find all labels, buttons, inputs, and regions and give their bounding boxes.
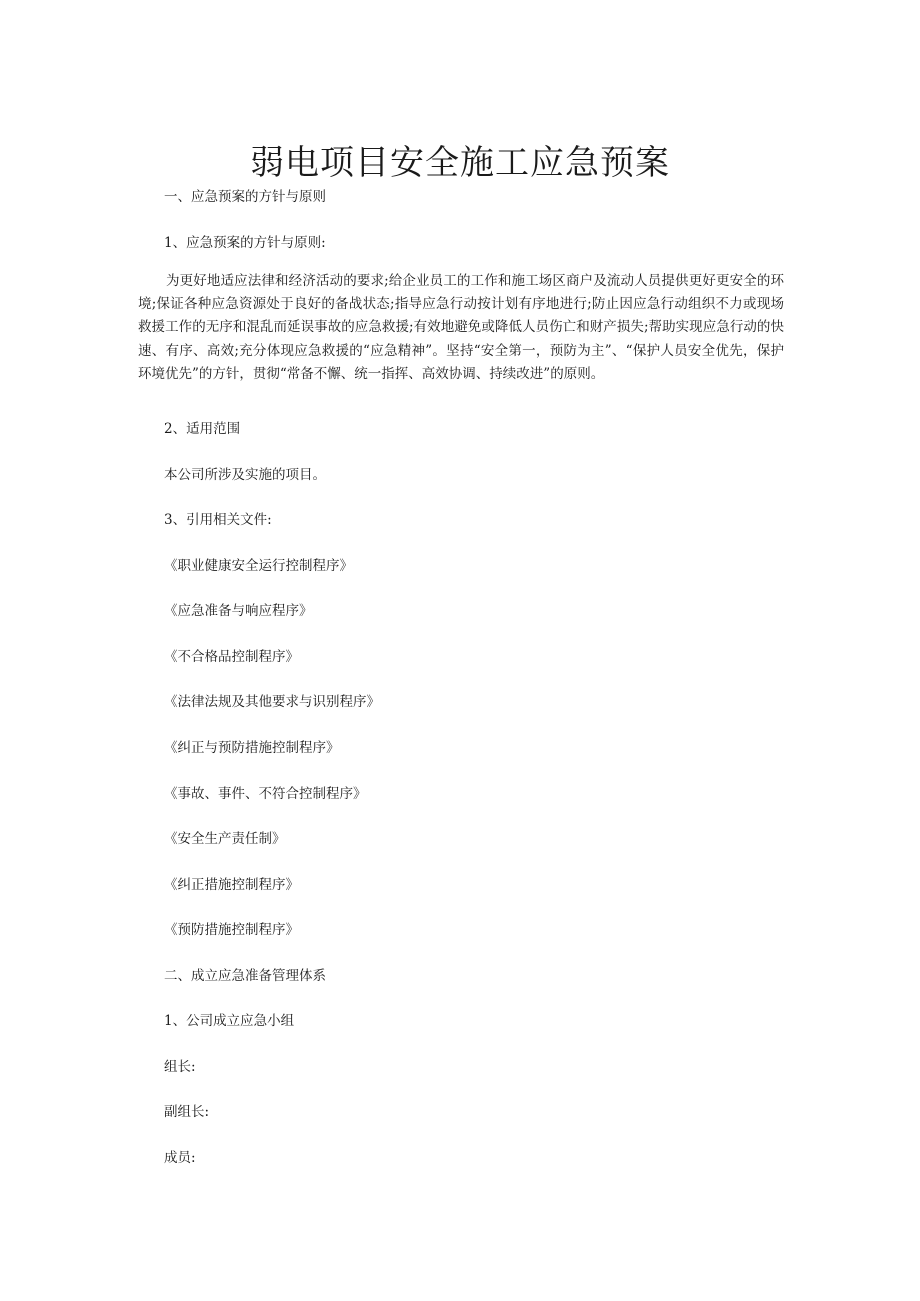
section2-heading: 二、成立应急准备管理体系	[164, 968, 326, 984]
document-ref-item: 《纠正与预防措施控制程序》	[164, 740, 340, 756]
document-ref-item: 《安全生产责任制》	[164, 831, 286, 847]
document-ref-item: 《预防措施控制程序》	[164, 922, 299, 938]
document-ref-item: 《职业健康安全运行控制程序》	[164, 558, 353, 574]
members-label: 成员:	[164, 1150, 196, 1166]
subsection-1-2-body: 本公司所涉及实施的项目。	[164, 467, 326, 483]
subsection-1-3-heading: 3、引用相关文件:	[164, 512, 272, 528]
leader-label: 组长:	[164, 1059, 196, 1075]
document-ref-item: 《法律法规及其他要求与识别程序》	[164, 694, 380, 710]
document-ref-item: 《纠正措施控制程序》	[164, 877, 299, 893]
document-ref-item: 《事故、事件、不符合控制程序》	[164, 786, 367, 802]
section1-heading: 一、应急预案的方针与原则	[164, 189, 326, 205]
document-title: 弱电项目安全施工应急预案	[250, 142, 670, 183]
document-ref-item: 《应急准备与响应程序》	[164, 603, 313, 619]
subsection-1-2-heading: 2、适用范围	[164, 421, 241, 437]
subsection-1-1-heading: 1、应急预案的方针与原则:	[164, 235, 326, 251]
subsection-2-1-heading: 1、公司成立应急小组	[164, 1013, 295, 1029]
subsection-1-1-paragraph: 为更好地适应法律和经济活动的要求;给企业员工的工作和施工场区商户及流动人员提供更好更安全的环境;保证各种应急资源处于良好的备战状态;指导应急行动按计划有序地进行;防止因应急行动组织不力或现场救援工作的无序和混乱而延误事故的应急救援;有效地避免或降低人员伤亡和财产损失;帮助实现应急行动的快速、有序、高效;充分体现应急救援的“应急精神”。坚持“安全第一，预防为主”、“保护人员安全优先，保护环境优先”的方针，贯彻“常备不懈、统一指挥、高效协调、持续改进”的原则。	[138, 273, 784, 382]
document-ref-item: 《不合格品控制程序》	[164, 649, 299, 665]
deputy-leader-label: 副组长:	[164, 1104, 210, 1120]
